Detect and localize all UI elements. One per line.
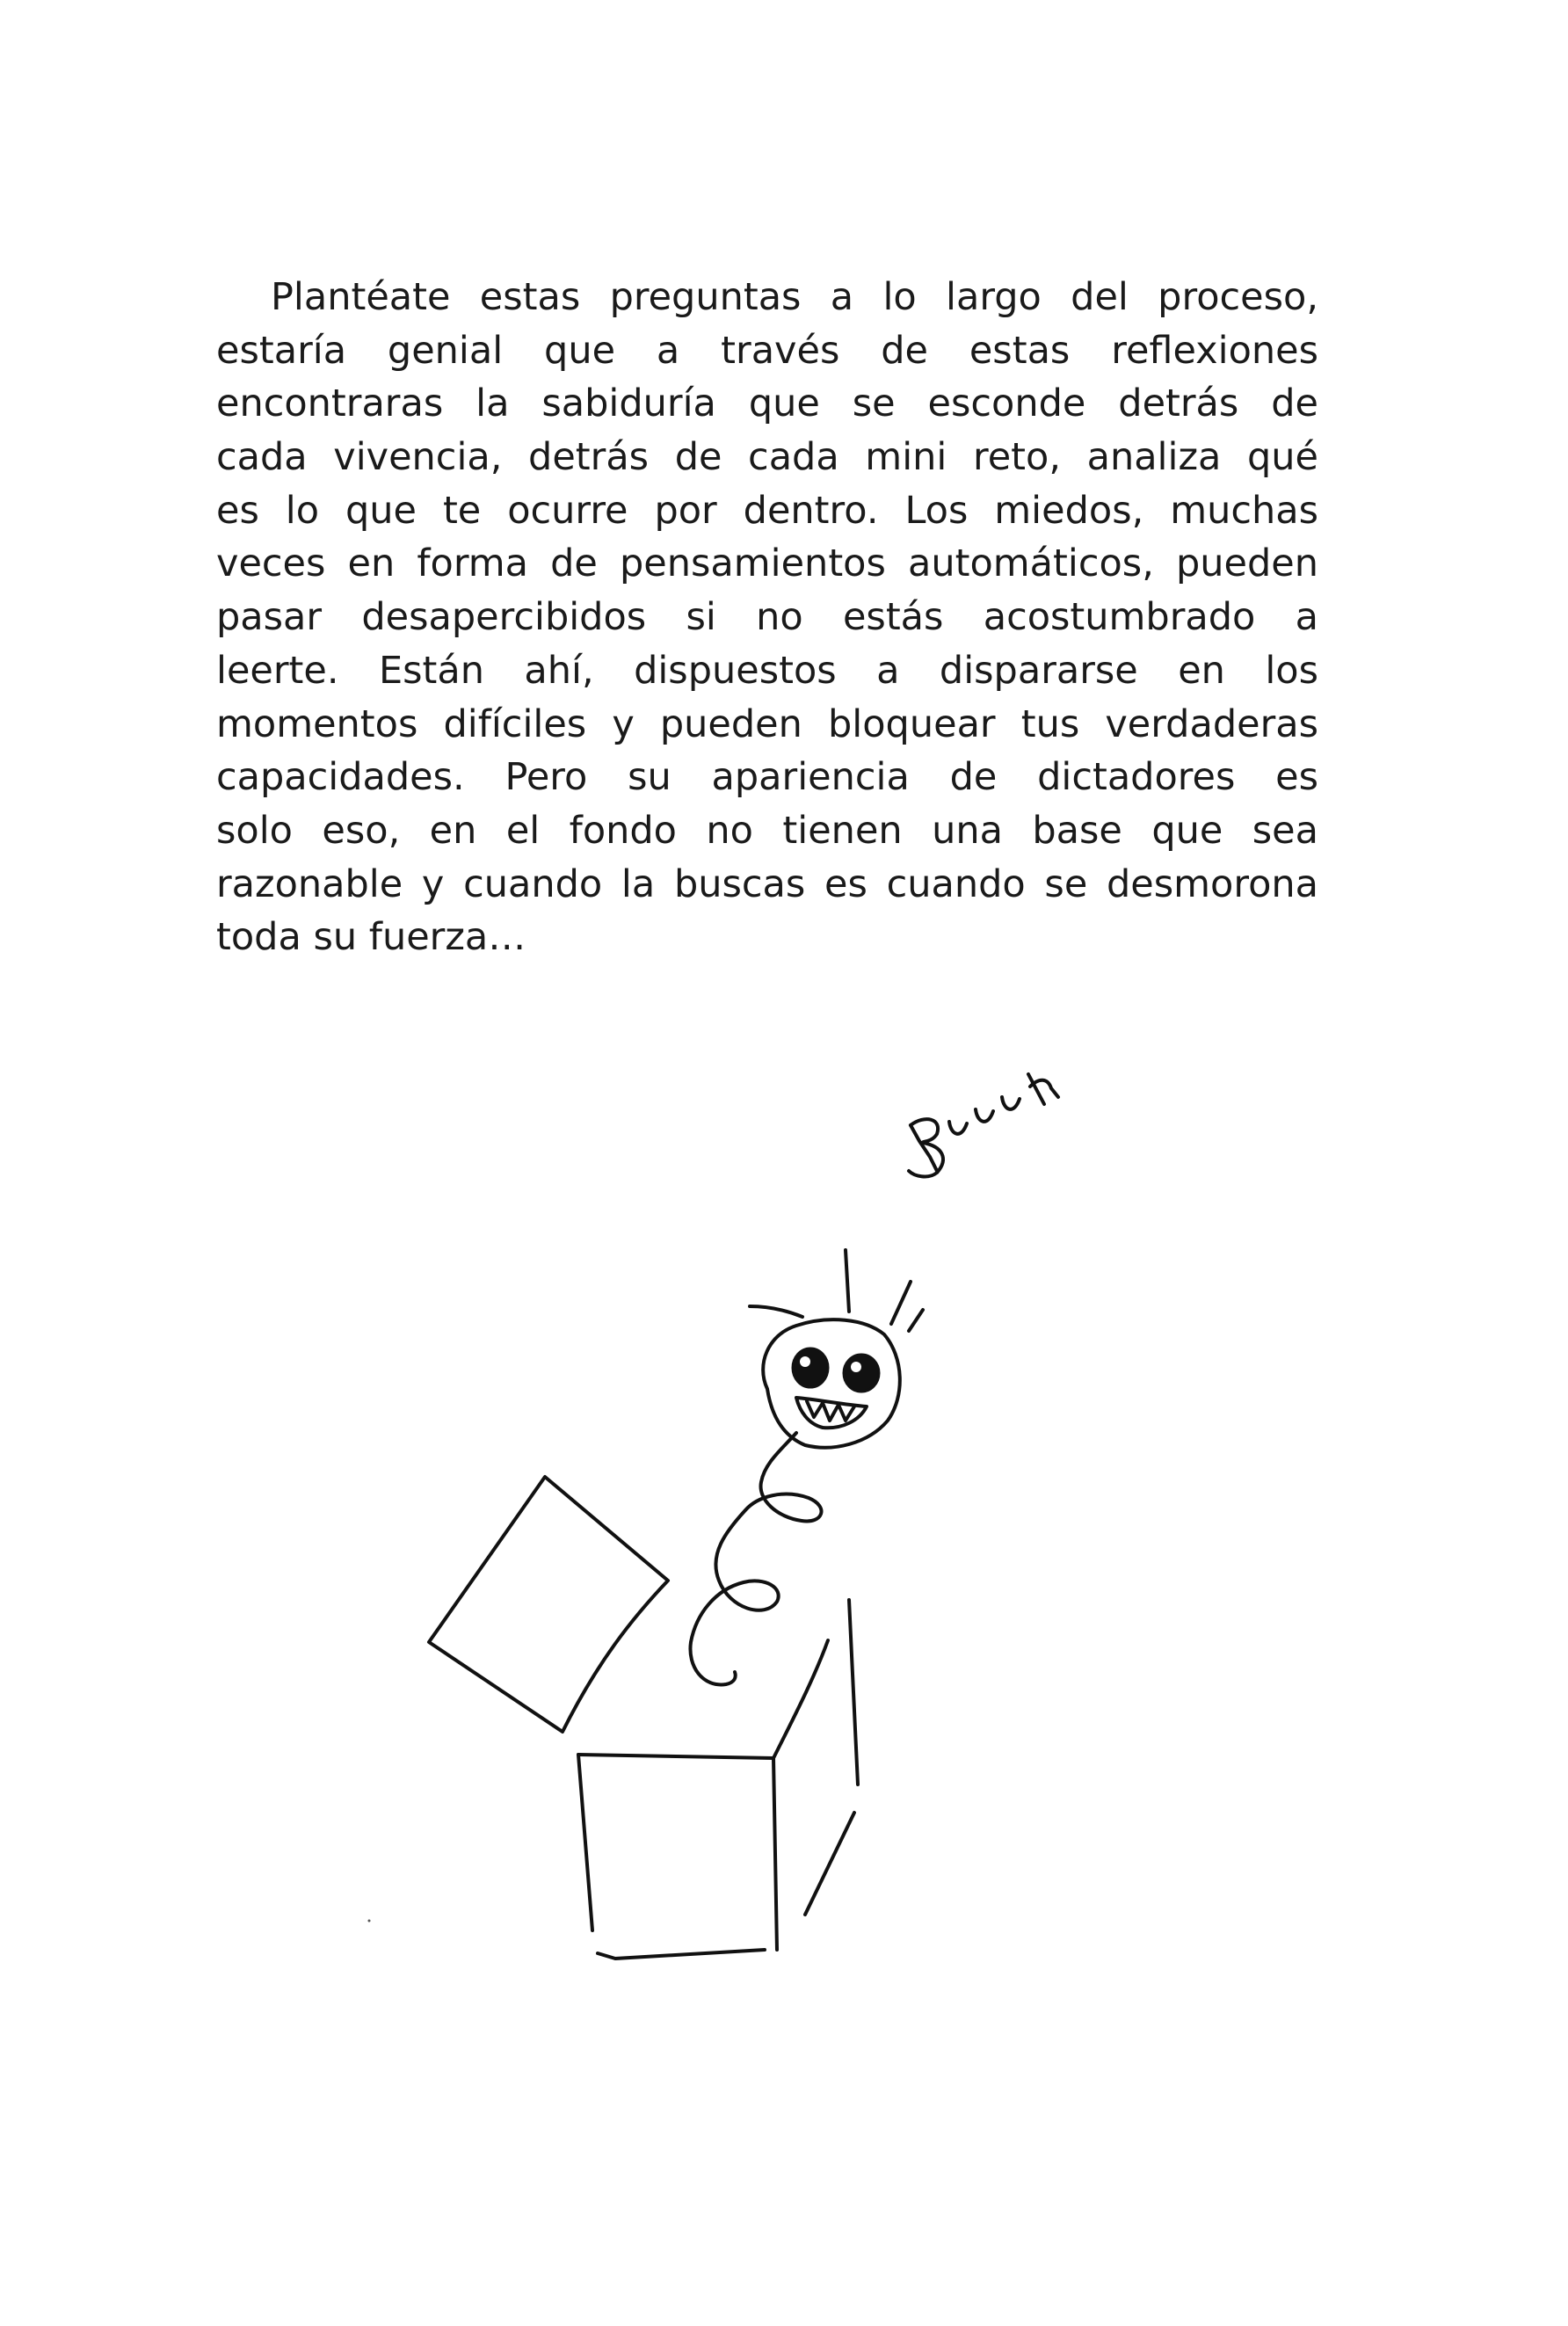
paragraph-line: cada vivencia, detrás de cada mini reto, analiza qué	[216, 435, 1318, 480]
paragraph-line: Plantéate estas preguntas a lo largo del proceso,	[271, 275, 1318, 319]
paragraph-line: estaría genial que a través de estas reflexiones	[216, 328, 1318, 373]
paragraph-line: toda su fuerza…	[216, 915, 526, 960]
paragraph-line: pasar desapercibidos si no estás acostumbrado a	[216, 595, 1318, 640]
paragraph-line: es lo que te ocurre por dentro. Los miedos, muchas	[216, 488, 1318, 533]
box-lid	[429, 1477, 668, 1732]
paragraph-line: leerte. Están ahí, dispuestos a dispararse en los	[216, 648, 1318, 693]
paragraph-line: solo eso, en el fondo no tienen una base que sea	[216, 808, 1318, 853]
paragraph-line: capacidades. Pero su apariencia de dictadores es	[216, 755, 1318, 800]
paragraph-line: razonable y cuando la buscas es cuando se desmorona	[216, 861, 1318, 906]
paragraph-line: veces en forma de pensamientos automáticos, pueden	[216, 542, 1318, 586]
ink-speck	[368, 1920, 371, 1923]
handwritten-buuuh	[909, 1074, 1058, 1176]
paragraph-line: encontraras la sabiduría que se esconde detrás de	[216, 382, 1318, 426]
spring-coil	[690, 1433, 821, 1684]
box-body	[578, 1600, 858, 1959]
character-head	[763, 1319, 900, 1448]
paragraph-line: momentos difíciles y pueden bloquear tus verdaderas	[216, 701, 1318, 746]
